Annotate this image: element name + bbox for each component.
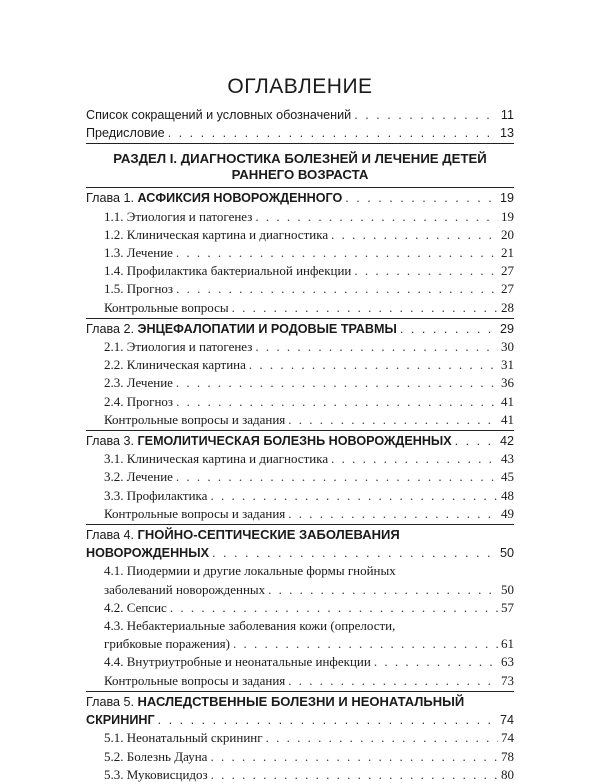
leader-dots (288, 505, 498, 523)
toc-entry-label: 5.2. Болезнь Дауна (104, 748, 208, 764)
toc-page-number: 50 (501, 581, 514, 597)
toc-subentry[interactable] (86, 635, 514, 653)
chapter-title: ЭНЦЕФАЛОПАТИИ И РОДОВЫЕ ТРАВМЫ (137, 321, 397, 336)
toc-entry-abbreviations[interactable] (86, 106, 514, 124)
toc-subentry[interactable] (86, 411, 514, 429)
toc-page-number: 42 (499, 434, 514, 449)
leader-dots (170, 599, 498, 617)
toc-entry-label: 1.1. Этиология и патогенез (104, 208, 253, 224)
leader-dots (233, 635, 498, 653)
leader-dots (255, 208, 498, 226)
toc-subentry[interactable] (86, 356, 514, 374)
chapter-title: СКРИНИНГ (86, 713, 155, 728)
toc-subentry[interactable] (86, 748, 514, 766)
chapter-title: ГНОЙНО-СЕПТИЧЕСКИЕ ЗАБОЛЕВАНИЯ (137, 527, 400, 543)
toc-entry-label: 4.4. Внутриутробные и неонатальные инфекции (104, 654, 371, 670)
chapter-title: НАСЛЕДСТВЕННЫЕ БОЛЕЗНИ И НЕОНАТАЛЬНЫЙ (137, 693, 465, 709)
divider (86, 430, 514, 431)
toc-entry-label: 5.3. Муковисцидоз (104, 766, 208, 782)
chapter-prefix: Глава 3. (86, 434, 135, 449)
toc-entry-label: 1.3. Лечение (104, 245, 173, 261)
toc-page-number: 74 (499, 713, 514, 728)
leader-dots (288, 672, 498, 690)
toc-entry-preface[interactable] (86, 124, 514, 142)
chapter-prefix: Глава 1. (86, 191, 135, 206)
toc-chapter-5[interactable] (86, 711, 514, 729)
chapter-title: НОВОРОЖДЕННЫХ (86, 546, 210, 561)
toc-entry-label: Предисловие (86, 126, 165, 141)
toc-entry-label: Контрольные вопросы и задания (104, 672, 286, 688)
leader-dots (210, 487, 498, 505)
section-heading-line: РАННЕГО ВОЗРАСТА (231, 167, 369, 183)
toc-page-number: 36 (501, 375, 514, 391)
toc-subentry[interactable] (86, 505, 514, 523)
page-title: ОГЛАВЛЕНИЕ (227, 75, 373, 98)
toc-entry-label: 1.5. Прогноз (104, 281, 174, 297)
toc-page-number: 49 (501, 505, 514, 521)
chapter-title: ГЕМОЛИТИЧЕСКАЯ БОЛЕЗНЬ НОВОРОЖДЕННЫХ (137, 434, 452, 449)
leader-dots (176, 374, 498, 392)
toc-page-number: 78 (501, 748, 514, 764)
toc-page-number: 19 (501, 208, 514, 224)
chapter-prefix: Глава 5. (86, 694, 135, 709)
leader-dots (354, 262, 498, 280)
section-heading (86, 151, 514, 183)
chapter-prefix: Глава 4. (86, 528, 135, 543)
toc-chapter-3[interactable] (86, 432, 514, 450)
toc-entry-label: заболеваний новорожденных (104, 581, 266, 597)
leader-dots (255, 338, 498, 356)
leader-dots (268, 581, 498, 599)
toc-subentry[interactable] (86, 468, 514, 486)
toc-subentry[interactable] (86, 599, 514, 617)
toc-page-number: 63 (501, 654, 514, 670)
toc-subentry[interactable] (86, 299, 514, 317)
toc-entry-label: Контрольные вопросы и задания (104, 411, 286, 427)
leader-dots (176, 393, 498, 411)
leader-dots (232, 299, 498, 317)
toc-subentry[interactable] (86, 729, 514, 747)
toc-chapter-4-heading[interactable] (86, 526, 514, 544)
toc-entry-label: 2.1. Этиология и патогенез (104, 339, 253, 355)
toc-subentry-line[interactable]: 4.1. Пиодермии и другие локальные формы гнойных (104, 563, 396, 579)
divider (86, 691, 514, 692)
toc-page-number: 80 (501, 766, 514, 782)
toc-entry-label: грибковые поражения) (104, 636, 230, 652)
toc-page-number: 19 (499, 191, 514, 206)
leader-dots (249, 356, 498, 374)
toc-page-number: 74 (501, 730, 514, 746)
toc-page-number: 45 (501, 469, 514, 485)
leader-dots (212, 544, 497, 562)
toc-entry-label: 4.2. Сепсис (104, 599, 167, 615)
leader-dots (266, 729, 498, 747)
section-heading-line: РАЗДЕЛ I. ДИАГНОСТИКА БОЛЕЗНЕЙ И ЛЕЧЕНИЕ ДЕТЕЙ (113, 151, 487, 167)
toc-subentry[interactable] (86, 672, 514, 690)
toc-page-number: 11 (500, 108, 514, 122)
leader-dots (176, 280, 498, 298)
toc-page-number: 20 (501, 226, 514, 242)
toc-page-number: 48 (501, 487, 514, 503)
toc-chapter-1[interactable] (86, 189, 514, 207)
toc-chapter-4[interactable] (86, 544, 514, 562)
toc-chapter-2[interactable] (86, 320, 514, 338)
leader-dots (210, 748, 498, 766)
leader-dots (455, 432, 497, 450)
toc-entry-label: 5.1. Неонатальный скрининг (104, 730, 263, 746)
toc-page-number: 73 (501, 672, 514, 688)
toc-entry-label: 2.3. Лечение (104, 375, 173, 391)
toc-subentry[interactable] (86, 450, 514, 468)
toc-subentry[interactable] (86, 262, 514, 280)
leader-dots (345, 189, 497, 207)
chapter-title: АСФИКСИЯ НОВОРОЖДЕННОГО (137, 191, 343, 206)
toc-page-number: 28 (501, 299, 514, 315)
leader-dots (158, 711, 497, 729)
toc-entry-label: 2.2. Клиническая картина (104, 357, 246, 373)
toc-subentry[interactable] (86, 766, 514, 784)
toc-subentry[interactable] (86, 244, 514, 262)
toc-subentry-line[interactable]: 4.3. Небактериальные заболевания кожи (опрелости, (104, 618, 396, 634)
leader-dots (331, 450, 498, 468)
toc-page-number: 61 (501, 636, 514, 652)
table-of-contents (86, 74, 514, 784)
leader-dots (374, 653, 498, 671)
toc-subentry[interactable] (86, 653, 514, 671)
toc-subentry[interactable] (86, 581, 514, 599)
toc-page-number: 41 (501, 393, 514, 409)
leader-dots (211, 766, 498, 784)
toc-subentry[interactable] (86, 374, 514, 392)
divider (86, 524, 514, 525)
toc-page-number: 57 (501, 599, 514, 615)
toc-page-number: 31 (501, 357, 514, 373)
leader-dots (288, 411, 498, 429)
toc-subentry[interactable] (86, 487, 514, 505)
toc-chapter-5-heading[interactable] (86, 693, 514, 711)
toc-page-number: 27 (501, 281, 514, 297)
leader-dots (400, 320, 497, 338)
chapter-prefix: Глава 2. (86, 321, 135, 336)
toc-subentry[interactable] (86, 280, 514, 298)
toc-subentry[interactable] (86, 338, 514, 356)
leader-dots (176, 244, 498, 262)
toc-page-number: 30 (501, 339, 514, 355)
leader-dots (331, 226, 498, 244)
divider (86, 318, 514, 319)
toc-subentry[interactable] (86, 226, 514, 244)
toc-subentry[interactable] (86, 393, 514, 411)
leader-dots (354, 106, 498, 124)
divider (86, 143, 514, 144)
toc-entry-label: 3.2. Лечение (104, 469, 173, 485)
toc-page-number: 50 (499, 546, 514, 561)
toc-page-number: 27 (501, 263, 514, 279)
toc-entry-label: 3.3. Профилактика (104, 487, 208, 503)
toc-entry-label: 2.4. Прогноз (104, 393, 174, 409)
leader-dots (176, 468, 498, 486)
toc-subentry[interactable] (86, 208, 514, 226)
toc-page-number: 29 (499, 321, 514, 336)
toc-entry-label: 1.4. Профилактика бактериальной инфекции (104, 263, 352, 279)
toc-entry-label: 3.1. Клиническая картина и диагностика (104, 451, 329, 467)
toc-page-number: 43 (501, 451, 514, 467)
toc-page-number: 13 (499, 126, 514, 141)
divider (86, 187, 514, 188)
leader-dots (168, 124, 497, 142)
toc-entry-label: Контрольные вопросы (104, 299, 229, 315)
toc-entry-label: Список сокращений и условных обозначений (86, 108, 352, 122)
toc-entry-label: 1.2. Клиническая картина и диагностика (104, 226, 329, 242)
toc-page-number: 21 (501, 245, 514, 261)
toc-entry-label: Контрольные вопросы и задания (104, 505, 286, 521)
toc-page-number: 41 (501, 411, 514, 427)
